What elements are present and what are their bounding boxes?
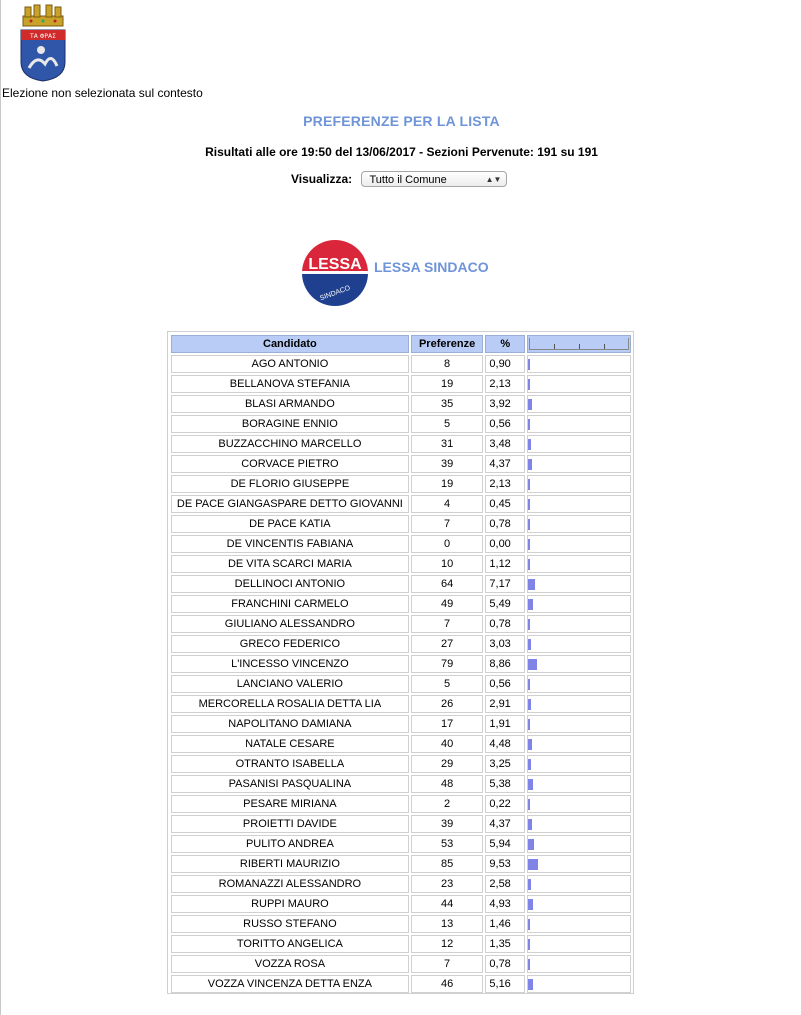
results-subtitle: Risultati alle ore 19:50 del 13/06/2017 - Sezioni Pervenute: 191 su 191 xyxy=(205,145,598,159)
table-row xyxy=(171,435,631,453)
context-note: Elezione non selezionata sul contesto xyxy=(2,86,203,100)
svg-text:SINDACO: SINDACO xyxy=(318,284,352,303)
candidate-bar-cell xyxy=(527,355,631,373)
candidate-name: DE FLORIO GIUSEPPE xyxy=(171,475,409,493)
candidate-preferences: 13 xyxy=(411,915,484,933)
city-coat-of-arms-logo xyxy=(19,4,67,82)
column-header-preferences: Preferenze xyxy=(411,335,484,353)
candidate-bar xyxy=(528,859,538,870)
candidate-bar xyxy=(528,539,530,550)
table-row xyxy=(171,575,631,593)
candidate-preferences: 19 xyxy=(411,475,484,493)
candidate-preferences: 2 xyxy=(411,795,484,813)
table-row xyxy=(171,935,631,953)
table-row xyxy=(171,755,631,773)
candidate-percent: 0,56 xyxy=(485,415,525,433)
candidate-bar xyxy=(528,799,530,810)
table-row xyxy=(171,455,631,473)
table-row xyxy=(171,595,631,613)
candidate-name: RUSSO STEFANO xyxy=(171,915,409,933)
table-row xyxy=(171,795,631,813)
candidate-bar-cell xyxy=(527,695,631,713)
candidate-bar xyxy=(528,739,532,750)
view-select[interactable] xyxy=(361,171,507,187)
candidate-preferences: 79 xyxy=(411,655,484,673)
candidate-bar-cell xyxy=(527,855,631,873)
candidate-percent: 5,16 xyxy=(485,975,525,993)
party-logo xyxy=(301,237,369,309)
table-row xyxy=(171,375,631,393)
candidate-percent: 2,13 xyxy=(485,375,525,393)
candidate-percent: 0,78 xyxy=(485,515,525,533)
candidate-bar xyxy=(528,899,533,910)
candidate-bar-cell xyxy=(527,435,631,453)
candidate-percent: 1,46 xyxy=(485,915,525,933)
candidate-preferences: 19 xyxy=(411,375,484,393)
table-row xyxy=(171,515,631,533)
candidate-bar-cell xyxy=(527,415,631,433)
candidate-preferences: 7 xyxy=(411,615,484,633)
candidate-preferences: 23 xyxy=(411,875,484,893)
candidate-percent: 0,56 xyxy=(485,675,525,693)
column-header-percent: % xyxy=(485,335,525,353)
table-row xyxy=(171,775,631,793)
candidate-percent: 0,90 xyxy=(485,355,525,373)
candidate-bar-cell xyxy=(527,795,631,813)
candidate-name: VOZZA VINCENZA DETTA ENZA xyxy=(171,975,409,993)
table-row xyxy=(171,955,631,973)
candidate-bar-cell xyxy=(527,595,631,613)
candidate-preferences: 29 xyxy=(411,755,484,773)
candidate-preferences: 39 xyxy=(411,455,484,473)
candidate-preferences: 26 xyxy=(411,695,484,713)
preferences-table-container xyxy=(167,331,634,994)
candidate-bar xyxy=(528,439,531,450)
candidate-preferences: 49 xyxy=(411,595,484,613)
candidate-preferences: 31 xyxy=(411,435,484,453)
candidate-bar xyxy=(528,479,530,490)
preferences-table xyxy=(169,333,633,995)
candidate-percent: 7,17 xyxy=(485,575,525,593)
candidate-percent: 0,78 xyxy=(485,955,525,973)
table-row xyxy=(171,695,631,713)
candidate-name: GIULIANO ALESSANDRO xyxy=(171,615,409,633)
candidate-bar-cell xyxy=(527,775,631,793)
candidate-bar-cell xyxy=(527,675,631,693)
table-row xyxy=(171,815,631,833)
scale-tick xyxy=(579,344,580,349)
candidate-bar xyxy=(528,979,533,990)
candidate-bar xyxy=(528,919,530,930)
candidate-name: PULITO ANDREA xyxy=(171,835,409,853)
candidate-percent: 2,91 xyxy=(485,695,525,713)
table-row xyxy=(171,355,631,373)
candidate-name: AGO ANTONIO xyxy=(171,355,409,373)
candidate-name: DE VITA SCARCI MARIA xyxy=(171,555,409,573)
candidate-name: OTRANTO ISABELLA xyxy=(171,755,409,773)
candidate-bar xyxy=(528,519,530,530)
candidate-preferences: 12 xyxy=(411,935,484,953)
bar-scale xyxy=(529,338,629,350)
candidate-preferences: 7 xyxy=(411,955,484,973)
table-row xyxy=(171,535,631,553)
candidate-name: GRECO FEDERICO xyxy=(171,635,409,653)
candidate-percent: 0,78 xyxy=(485,615,525,633)
candidate-bar xyxy=(528,699,531,710)
candidate-name: DE PACE KATIA xyxy=(171,515,409,533)
candidate-name: VOZZA ROSA xyxy=(171,955,409,973)
candidate-preferences: 46 xyxy=(411,975,484,993)
view-select-value: Tutto il Comune xyxy=(369,174,447,186)
scale-tick xyxy=(554,344,555,349)
candidate-bar-cell xyxy=(527,875,631,893)
candidate-percent: 3,03 xyxy=(485,635,525,653)
table-row xyxy=(171,415,631,433)
candidate-bar xyxy=(528,499,530,510)
candidate-bar-cell xyxy=(527,895,631,913)
candidate-bar-cell xyxy=(527,655,631,673)
candidate-name: RUPPI MAURO xyxy=(171,895,409,913)
table-row xyxy=(171,915,631,933)
candidate-name: BUZZACCHINO MARCELLO xyxy=(171,435,409,453)
candidate-bar xyxy=(528,619,530,630)
candidate-name: RIBERTI MAURIZIO xyxy=(171,855,409,873)
candidate-bar xyxy=(528,579,535,590)
candidate-bar xyxy=(528,679,530,690)
candidate-percent: 8,86 xyxy=(485,655,525,673)
view-filter-label: Visualizza: xyxy=(291,172,353,186)
candidate-percent: 2,58 xyxy=(485,875,525,893)
table-row xyxy=(171,875,631,893)
candidate-percent: 3,25 xyxy=(485,755,525,773)
candidate-percent: 2,13 xyxy=(485,475,525,493)
table-row xyxy=(171,635,631,653)
candidate-name: DE VINCENTIS FABIANA xyxy=(171,535,409,553)
candidate-bar xyxy=(528,379,530,390)
candidate-name: DE PACE GIANGASPARE DETTO GIOVANNI xyxy=(171,495,409,513)
candidate-bar-cell xyxy=(527,475,631,493)
candidate-name: BELLANOVA STEFANIA xyxy=(171,375,409,393)
svg-text:LESSA: LESSA xyxy=(308,256,362,273)
candidate-preferences: 10 xyxy=(411,555,484,573)
candidate-percent: 0,00 xyxy=(485,535,525,553)
candidate-bar-cell xyxy=(527,375,631,393)
candidate-preferences: 39 xyxy=(411,815,484,833)
candidate-percent: 1,35 xyxy=(485,935,525,953)
table-row xyxy=(171,715,631,733)
table-row xyxy=(171,975,631,993)
candidate-preferences: 27 xyxy=(411,635,484,653)
table-row xyxy=(171,395,631,413)
candidate-bar xyxy=(528,559,530,570)
candidate-bar-cell xyxy=(527,615,631,633)
candidate-bar-cell xyxy=(527,395,631,413)
candidate-preferences: 17 xyxy=(411,715,484,733)
table-row xyxy=(171,615,631,633)
table-row xyxy=(171,855,631,873)
table-row xyxy=(171,655,631,673)
candidate-bar-cell xyxy=(527,555,631,573)
candidate-preferences: 0 xyxy=(411,535,484,553)
candidate-name: NATALE CESARE xyxy=(171,735,409,753)
candidate-bar xyxy=(528,959,530,970)
candidate-bar xyxy=(528,839,534,850)
candidate-preferences: 85 xyxy=(411,855,484,873)
candidate-name: BLASI ARMANDO xyxy=(171,395,409,413)
candidate-bar-cell xyxy=(527,455,631,473)
candidate-bar-cell xyxy=(527,495,631,513)
candidate-bar xyxy=(528,779,533,790)
table-row xyxy=(171,495,631,513)
candidate-percent: 0,45 xyxy=(485,495,525,513)
candidate-percent: 3,92 xyxy=(485,395,525,413)
candidate-bar-cell xyxy=(527,935,631,953)
candidate-bar xyxy=(528,819,532,830)
candidate-preferences: 8 xyxy=(411,355,484,373)
candidate-bar-cell xyxy=(527,815,631,833)
candidate-bar-cell xyxy=(527,535,631,553)
candidate-bar xyxy=(528,359,530,370)
page-title: PREFERENZE PER LA LISTA xyxy=(303,113,500,129)
candidate-name: FRANCHINI CARMELO xyxy=(171,595,409,613)
candidate-bar xyxy=(528,639,531,650)
candidate-bar xyxy=(528,719,530,730)
select-arrows-icon: ▲▼ xyxy=(485,175,502,184)
candidate-preferences: 44 xyxy=(411,895,484,913)
candidate-preferences: 40 xyxy=(411,735,484,753)
candidate-preferences: 35 xyxy=(411,395,484,413)
candidate-bar-cell xyxy=(527,975,631,993)
candidate-bar xyxy=(528,879,531,890)
candidate-bar xyxy=(528,419,530,430)
candidate-preferences: 48 xyxy=(411,775,484,793)
candidate-bar-cell xyxy=(527,575,631,593)
table-row xyxy=(171,735,631,753)
table-row xyxy=(171,475,631,493)
candidate-bar-cell xyxy=(527,955,631,973)
candidate-bar xyxy=(528,459,532,470)
candidate-percent: 4,37 xyxy=(485,455,525,473)
candidate-bar xyxy=(528,659,537,670)
candidate-preferences: 4 xyxy=(411,495,484,513)
candidate-bar-cell xyxy=(527,915,631,933)
candidate-preferences: 7 xyxy=(411,515,484,533)
candidate-percent: 4,37 xyxy=(485,815,525,833)
candidate-preferences: 64 xyxy=(411,575,484,593)
candidate-percent: 1,91 xyxy=(485,715,525,733)
candidate-percent: 0,22 xyxy=(485,795,525,813)
candidate-percent: 3,48 xyxy=(485,435,525,453)
candidate-percent: 1,12 xyxy=(485,555,525,573)
candidate-bar-cell xyxy=(527,715,631,733)
candidate-name: DELLINOCI ANTONIO xyxy=(171,575,409,593)
view-filter xyxy=(291,171,507,187)
candidate-name: LANCIANO VALERIO xyxy=(171,675,409,693)
svg-text:ΤΑ ΦΡΑΣ: ΤΑ ΦΡΑΣ xyxy=(30,33,56,40)
candidate-bar-cell xyxy=(527,515,631,533)
table-row xyxy=(171,675,631,693)
candidate-percent: 5,38 xyxy=(485,775,525,793)
candidate-percent: 9,53 xyxy=(485,855,525,873)
candidate-preferences: 5 xyxy=(411,675,484,693)
party-name: LESSA SINDACO xyxy=(374,259,489,275)
table-row xyxy=(171,835,631,853)
party-header xyxy=(301,237,541,309)
candidate-bar xyxy=(528,939,530,950)
candidate-bar xyxy=(528,759,531,770)
candidate-name: L'INCESSO VINCENZO xyxy=(171,655,409,673)
candidate-preferences: 53 xyxy=(411,835,484,853)
candidate-bar-cell xyxy=(527,755,631,773)
scale-tick xyxy=(604,344,605,349)
candidate-percent: 5,49 xyxy=(485,595,525,613)
candidate-bar-cell xyxy=(527,835,631,853)
candidate-bar xyxy=(528,399,532,410)
table-header-row xyxy=(171,335,631,353)
column-header-candidate: Candidato xyxy=(171,335,409,353)
candidate-percent: 4,48 xyxy=(485,735,525,753)
column-header-bar-scale xyxy=(527,335,631,353)
candidate-percent: 4,93 xyxy=(485,895,525,913)
candidate-name: NAPOLITANO DAMIANA xyxy=(171,715,409,733)
candidate-name: PASANISI PASQUALINA xyxy=(171,775,409,793)
candidate-name: PESARE MIRIANA xyxy=(171,795,409,813)
candidate-percent: 5,94 xyxy=(485,835,525,853)
candidate-name: ROMANAZZI ALESSANDRO xyxy=(171,875,409,893)
candidate-bar-cell xyxy=(527,735,631,753)
table-row xyxy=(171,555,631,573)
candidate-preferences: 5 xyxy=(411,415,484,433)
candidate-name: MERCORELLA ROSALIA DETTA LIA xyxy=(171,695,409,713)
candidate-bar xyxy=(528,599,533,610)
candidate-name: CORVACE PIETRO xyxy=(171,455,409,473)
table-row xyxy=(171,895,631,913)
candidate-name: TORITTO ANGELICA xyxy=(171,935,409,953)
candidate-bar-cell xyxy=(527,635,631,653)
candidate-name: PROIETTI DAVIDE xyxy=(171,815,409,833)
candidate-name: BORAGINE ENNIO xyxy=(171,415,409,433)
